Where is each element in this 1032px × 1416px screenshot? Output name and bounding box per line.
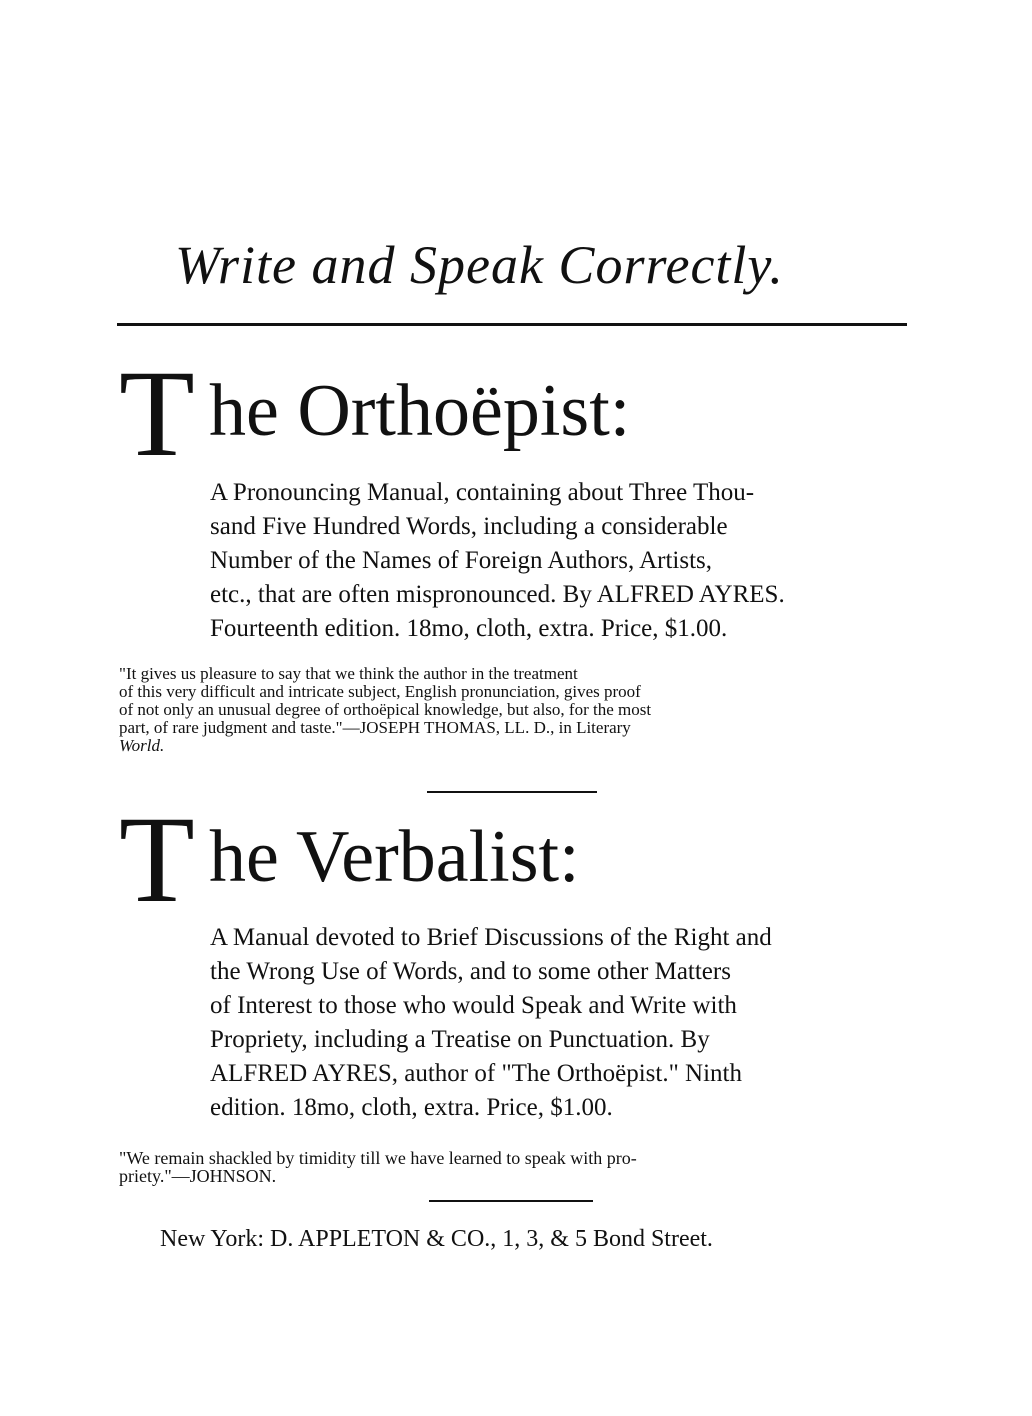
description-line: of Interest to those who would Speak and Write with <box>210 992 737 1019</box>
quote-line: "It gives us pleasure to say that we think the author in the treatment <box>119 664 578 683</box>
book-title-text: he Verbalist: <box>209 816 580 898</box>
quote-line: of this very difficult and intricate subject, English pronunciation, gives proof <box>119 682 641 701</box>
book-title-verbalist <box>119 791 819 928</box>
description-line: Propriety, including a Treatise on Punctuation. By <box>210 1026 710 1053</box>
drop-cap: T <box>119 791 195 928</box>
book-title-orthoepist <box>119 345 819 482</box>
quote-line: of not only an unusual degree of orthoëpical knowledge, but also, for the most <box>119 700 652 719</box>
description-line: the Wrong Use of Words, and to some other Matters <box>210 958 731 985</box>
heading-rule <box>117 323 907 326</box>
quote-line: World. <box>119 736 165 755</box>
description-line: etc., that are often mispronounced. By ALFRED AYRES. <box>210 581 785 608</box>
publisher-imprint: New York: D. APPLETON & CO., 1, 3, & 5 Bond Street. <box>160 1226 713 1252</box>
book-description-verbalist <box>210 921 910 1125</box>
description-line: Fourteenth edition. 18mo, cloth, extra. Price, $1.00. <box>210 615 728 642</box>
description-line: ALFRED AYRES, author of "The Orthoëpist." Ninth <box>210 1060 742 1087</box>
description-line: Number of the Names of Foreign Authors, Artists, <box>210 547 713 574</box>
quote-line: "We remain shackled by timidity till we have learned to speak with pro- <box>119 1148 637 1168</box>
page-heading: Write and Speak Correctly. <box>175 235 784 295</box>
section-divider <box>427 791 597 793</box>
book-title-text: he Orthoëpist: <box>209 370 631 452</box>
description-line: A Pronouncing Manual, containing about Three Thou- <box>210 479 755 506</box>
quote-line: part, of rare judgment and taste."—JOSEPH THOMAS, LL. D., in Literary <box>119 718 631 737</box>
review-quote-verbalist <box>119 1149 909 1185</box>
description-line: edition. 18mo, cloth, extra. Price, $1.00. <box>210 1094 613 1121</box>
description-line: sand Five Hundred Words, including a considerable <box>210 513 728 540</box>
description-line: A Manual devoted to Brief Discussions of the Right and <box>210 924 772 951</box>
book-description-orthoepist <box>210 476 910 646</box>
quote-line: priety."—JOHNSON. <box>119 1166 277 1186</box>
drop-cap: T <box>119 345 195 482</box>
section-divider <box>429 1200 593 1202</box>
review-quote-orthoepist <box>119 665 909 755</box>
